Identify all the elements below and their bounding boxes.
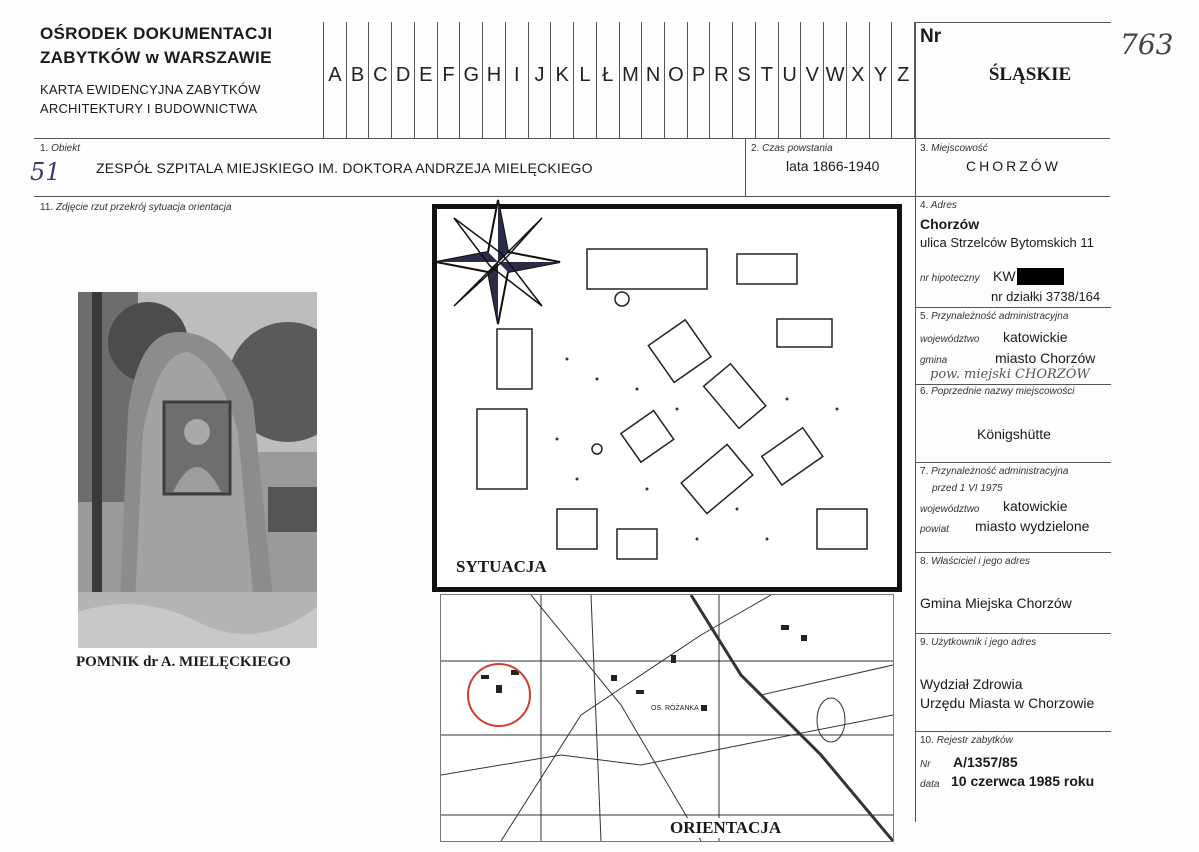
index-letter: N xyxy=(641,22,664,138)
index-letter: H xyxy=(482,22,505,138)
index-letter: I xyxy=(505,22,528,138)
index-letter: D xyxy=(391,22,414,138)
nr-label: Nr xyxy=(920,26,942,47)
czas-label: 2. Czas powstania xyxy=(751,143,833,154)
handwritten-powiat-note: pow. miejski CHORZÓW xyxy=(930,367,1090,382)
rejestr-label: 10. Rejestr zabytków xyxy=(920,735,1013,746)
wojewodztwo1975-label: województwo xyxy=(920,504,980,515)
photo-caption: POMNIK dr A. MIELĘCKIEGO xyxy=(76,654,291,670)
rejestr-nr-value: A/1357/85 xyxy=(953,754,1018,770)
adres-label: 4. Adres xyxy=(920,200,957,211)
card-type-line2: ARCHITEKTURY I BUDOWNICTWA xyxy=(40,101,258,116)
index-letter: C xyxy=(368,22,391,138)
rejestr-data-label: data xyxy=(920,779,940,790)
org-name-line1: OŚRODEK DOKUMENTACJI xyxy=(40,24,273,43)
index-letter: R xyxy=(709,22,732,138)
handwritten-object-number: 51 xyxy=(30,158,61,186)
index-letter: G xyxy=(459,22,482,138)
index-letter: M xyxy=(619,22,642,138)
index-letter: O xyxy=(664,22,687,138)
index-letter: J xyxy=(528,22,551,138)
index-letter: W xyxy=(823,22,846,138)
index-letter: T xyxy=(755,22,778,138)
powiat-value: miasto wydzielone xyxy=(975,518,1090,534)
dzialka-value: nr działki 3738/164 xyxy=(991,289,1101,304)
adres-city: Chorzów xyxy=(920,216,980,232)
card-type-line1: KARTA EWIDENCYJNA ZABYTKÓW xyxy=(40,82,261,97)
admin1975-sub: przed 1 VI 1975 xyxy=(932,483,1003,494)
index-letter: Z xyxy=(891,22,915,138)
adres-street: ulica Strzelców Bytomskich 11 xyxy=(920,235,1094,250)
index-letter: Y xyxy=(869,22,892,138)
uzytkownik-line2: Urzędu Miasta w Chorzowie xyxy=(920,695,1095,711)
handwritten-number: 763 xyxy=(1120,28,1174,61)
hipoteczny-value: KW xyxy=(993,268,1016,284)
alphabet-index xyxy=(323,22,915,138)
index-letter: L xyxy=(573,22,596,138)
wojewodztwo-value: katowickie xyxy=(1003,329,1068,345)
poprzednie-label: 6. Poprzednie nazwy miejscowości xyxy=(920,386,1075,397)
uzytkownik-line1: Wydział Zdrowia xyxy=(920,676,1023,692)
index-letter: V xyxy=(800,22,823,138)
poprzednie-value: Königshütte xyxy=(977,426,1051,442)
wlasciciel-value: Gmina Miejska Chorzów xyxy=(920,595,1072,611)
rejestr-nr-label: Nr xyxy=(920,759,931,770)
index-letter: U xyxy=(778,22,801,138)
gmina-label: gmina xyxy=(920,355,948,366)
index-letter: F xyxy=(437,22,460,138)
compass-rose-icon xyxy=(432,196,564,328)
index-letter: S xyxy=(732,22,755,138)
orientation-caption: ORIENTACJA xyxy=(670,818,782,837)
index-letter: X xyxy=(846,22,869,138)
wojewodztwo-label: województwo xyxy=(920,334,980,345)
org-name-line2: ZABYTKÓW w WARSZAWIE xyxy=(40,48,272,67)
obiekt-label: 1. Obiekt xyxy=(40,143,81,154)
situation-caption: SYTUACJA xyxy=(456,557,547,576)
index-letter: Ł xyxy=(596,22,619,138)
region-name: ŚLĄSKIE xyxy=(988,64,1072,85)
admin-label: 5. Przynależność administracyjna xyxy=(920,311,1069,322)
admin1975-label: 7. Przynależność administracyjna xyxy=(920,466,1069,477)
index-letter: K xyxy=(550,22,573,138)
powiat-label: powiat xyxy=(920,524,949,535)
uzytkownik-label: 9. Użytkownik i jego adres xyxy=(920,637,1037,648)
gmina-value: miasto Chorzów xyxy=(995,350,1096,366)
orientation-map xyxy=(440,594,894,842)
miejscowosc-value: CHORZÓW xyxy=(966,158,1061,174)
hipoteczny-label: nr hipoteczny xyxy=(920,273,980,284)
czas-value: lata 1866-1940 xyxy=(786,158,880,174)
map-district-label: OS. RÓŻANKA xyxy=(651,705,699,712)
wlasciciel-label: 8. Właściciel i jego adres xyxy=(920,556,1031,567)
wojewodztwo1975-value: katowickie xyxy=(1003,498,1068,514)
redaction-bar xyxy=(1017,268,1064,285)
index-letter: B xyxy=(346,22,369,138)
rejestr-data-value: 10 czerwca 1985 roku xyxy=(951,773,1095,789)
monument-photo xyxy=(78,292,317,648)
miejscowosc-label: 3. Miejscowość xyxy=(920,143,988,154)
obiekt-value: ZESPÓŁ SZPITALA MIEJSKIEGO IM. DOKTORA ANDRZEJA MIELĘCKIEGO xyxy=(96,160,593,176)
index-letter: A xyxy=(323,22,346,138)
zdjecie-label: 11. Zdjęcie rzut przekrój sytuacja orientacja xyxy=(40,202,232,213)
index-letter: P xyxy=(687,22,710,138)
index-letter: E xyxy=(414,22,437,138)
